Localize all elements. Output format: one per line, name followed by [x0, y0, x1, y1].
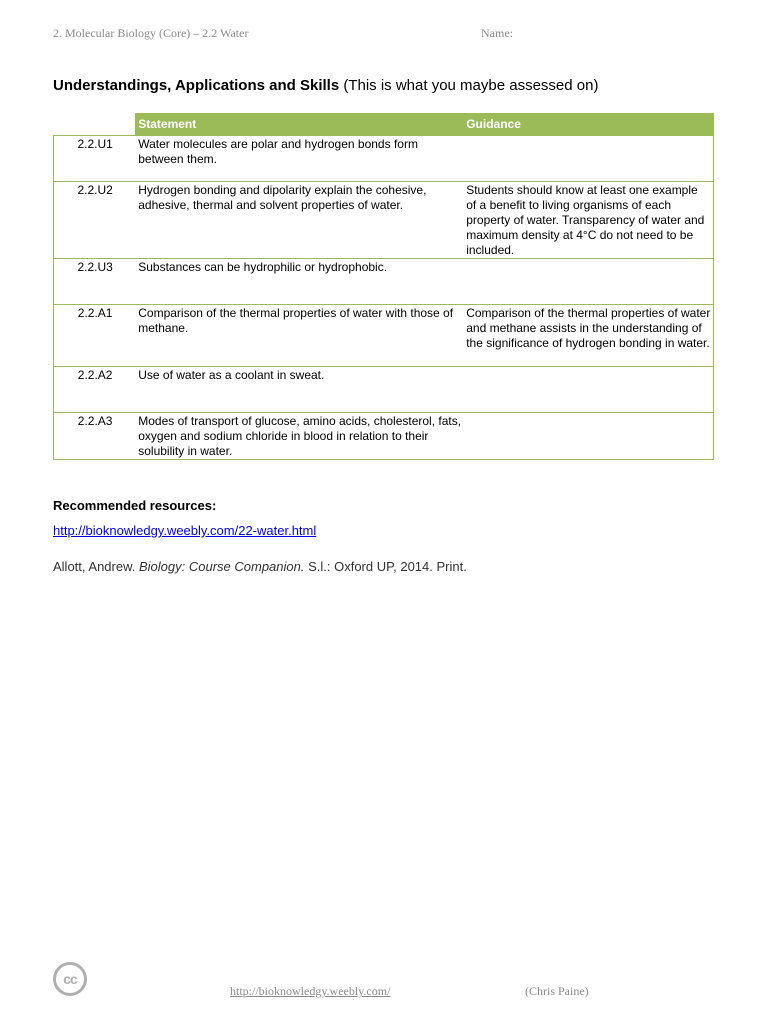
table-header-guidance: Guidance: [463, 113, 713, 136]
row-statement: Hydrogen bonding and dipolarity explain the cohesive, adhesive, thermal and solvent properties of water.: [135, 182, 463, 259]
footer-link[interactable]: http://bioknowledgy.weebly.com/: [230, 984, 391, 998]
row-code: 2.2.A2: [54, 367, 136, 413]
row-guidance: Comparison of the thermal properties of water and methane assists in the understanding of the significance of hydrogen bonding in water.: [463, 305, 713, 367]
table-row: [54, 182, 714, 259]
row-code: 2.2.U2: [54, 182, 136, 259]
citation-rest: S.l.: Oxford UP, 2014. Print.: [304, 559, 467, 574]
citation-author: Allott, Andrew.: [53, 559, 139, 574]
table-header-code: [54, 113, 136, 136]
table-header-row: [54, 113, 714, 136]
row-code: 2.2.U3: [54, 259, 136, 305]
section-heading-bold: Understandings, Applications and Skills: [53, 77, 340, 94]
row-statement: Modes of transport of glucose, amino acids, cholesterol, fats, oxygen and sodium chloride in blood in relation to their solubility in water.: [135, 413, 463, 460]
row-statement: Substances can be hydrophilic or hydrophobic.: [135, 259, 463, 305]
header-course-title: 2. Molecular Biology (Core) – 2.2 Water: [53, 26, 249, 40]
row-statement: Water molecules are polar and hydrogen bonds form between them.: [135, 136, 463, 182]
section-heading: [53, 77, 598, 94]
row-code: 2.2.A1: [54, 305, 136, 367]
table-row: [54, 259, 714, 305]
row-code: 2.2.A3: [54, 413, 136, 460]
row-guidance: Students should know at least one example of a benefit to living organisms of each property of water. Transparency of water and maximum density at 4°C do not need to be included.: [463, 182, 713, 259]
table-row: [54, 413, 714, 460]
row-guidance: [463, 367, 713, 413]
row-code: 2.2.U1: [54, 136, 136, 182]
row-guidance: [463, 136, 713, 182]
creative-commons-icon: cc: [53, 962, 87, 996]
citation-title: Biology: Course Companion.: [139, 559, 305, 574]
table-row: [54, 136, 714, 182]
footer-author: (Chris Paine): [525, 984, 589, 998]
table-row: [54, 367, 714, 413]
row-guidance: [463, 259, 713, 305]
row-guidance: [463, 413, 713, 460]
row-statement: Comparison of the thermal properties of water with those of methane.: [135, 305, 463, 367]
understandings-table: [53, 113, 714, 460]
resources-citation: [53, 559, 467, 574]
table-header-statement: Statement: [135, 113, 463, 136]
resources-title: Recommended resources:: [53, 498, 217, 513]
row-statement: Use of water as a coolant in sweat.: [135, 367, 463, 413]
section-heading-note: (This is what you maybe assessed on): [339, 77, 599, 94]
header-name-label: Name:: [481, 26, 513, 40]
resources-link[interactable]: http://bioknowledgy.weebly.com/22-water.html: [53, 523, 317, 538]
table-row: [54, 305, 714, 367]
